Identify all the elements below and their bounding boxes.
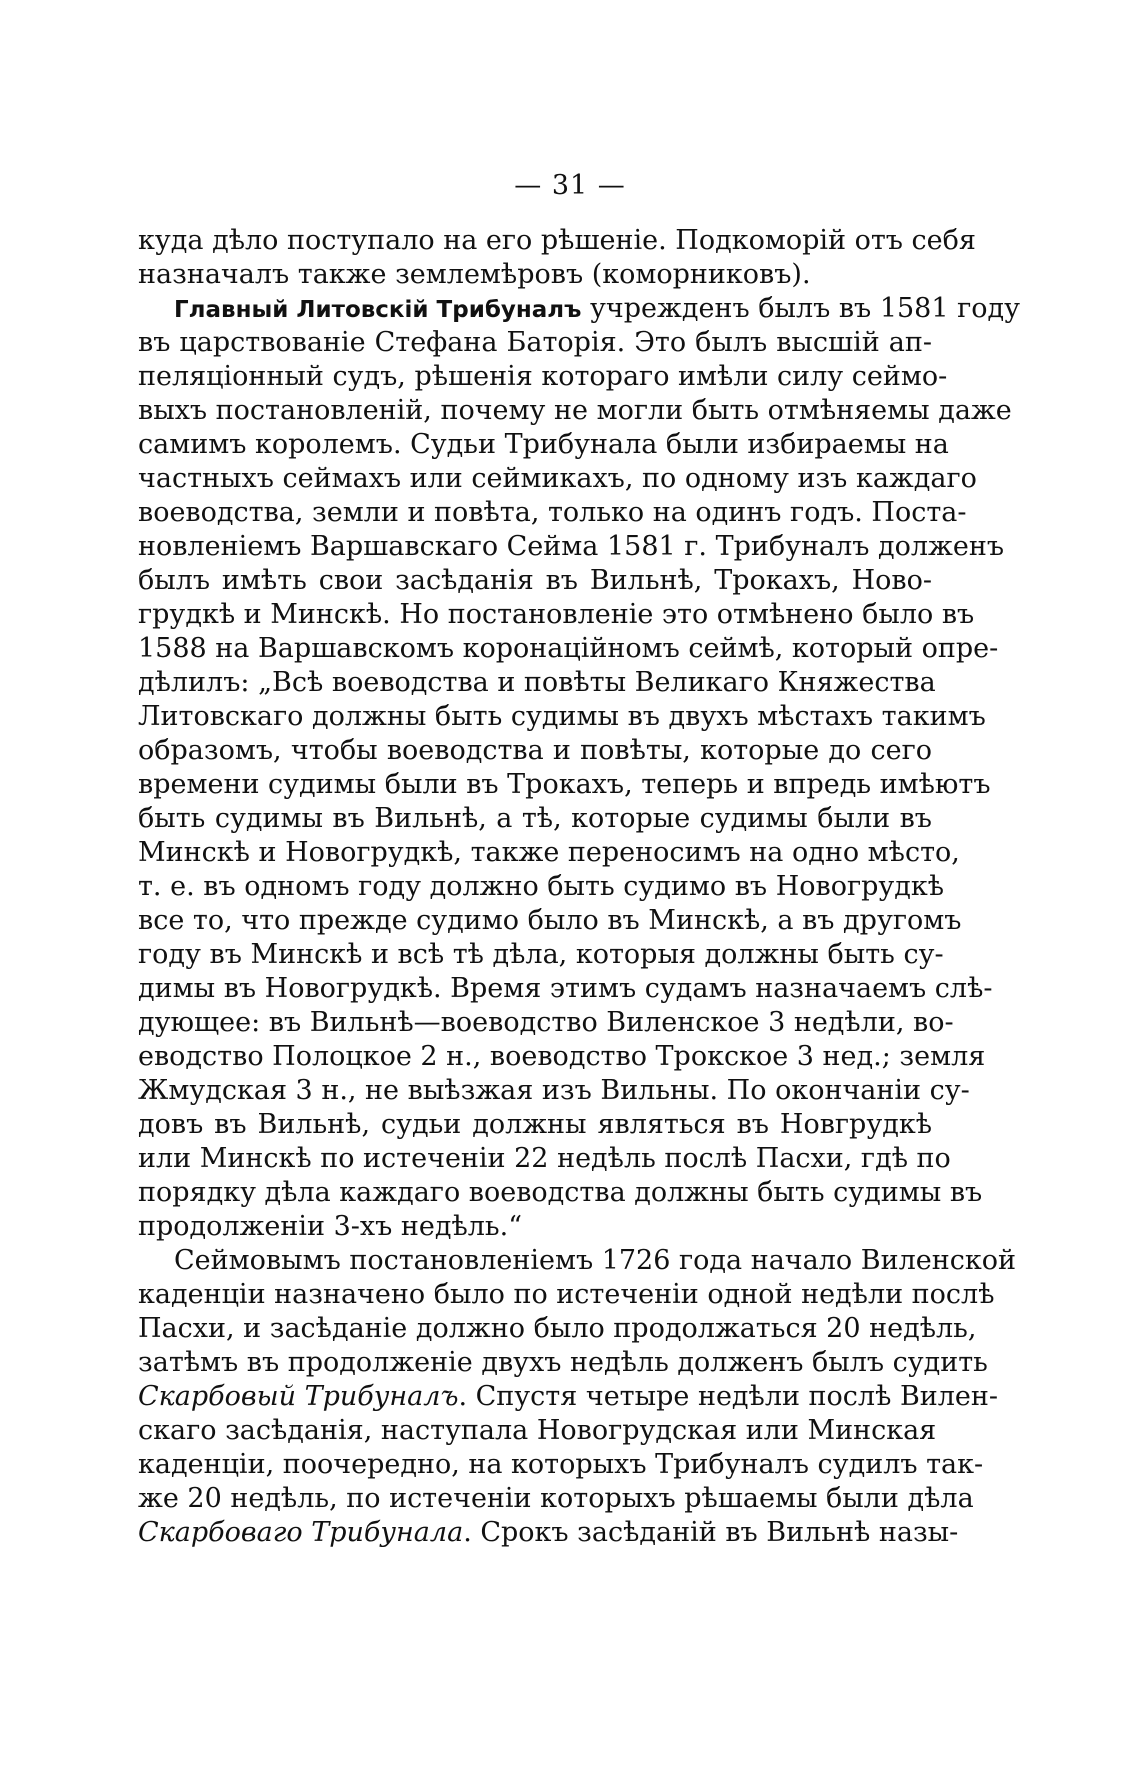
italic-term: Скарбовый Трибуналъ: [138, 1381, 459, 1412]
text-line: въ царствованіе Стефана Баторія. Это былъ высшій ап-: [138, 327, 932, 358]
text-line: скаго засѣданія, наступала Новогрудская или Минская: [138, 1415, 937, 1446]
text-line: [138, 1516, 959, 1550]
text-span: . Срокъ засѣданій въ Вильнѣ назы-: [463, 1517, 959, 1548]
text-line: или Минскѣ по истеченіи 22 недѣль послѣ Пасхи, гдѣ по: [138, 1143, 951, 1174]
text-line: выхъ постановленій, почему не могли быть отмѣняемы даже: [138, 395, 1012, 426]
text-line: продолженіи 3-хъ недѣль.“: [138, 1211, 522, 1242]
italic-term: Скарбоваго Трибунала: [138, 1517, 464, 1548]
text-line: образомъ, чтобы воеводства и повѣты, которые до сего: [138, 735, 932, 766]
text-line: дующее: въ Вильнѣ—воеводство Виленское 3 недѣли, во-: [138, 1007, 954, 1038]
text-line: 1588 на Варшавскомъ коронаційномъ сеймѣ, который опре-: [138, 633, 999, 664]
text-line: порядку дѣла каждаго воеводства должны быть судимы въ: [138, 1177, 983, 1208]
text-line: [138, 292, 1021, 326]
page-number: — 31 —: [514, 170, 626, 201]
text-line: куда дѣло поступало на его рѣшеніе. Подкоморій отъ себя: [138, 225, 976, 256]
text-line: т. е. въ одномъ году должно быть судимо въ Новогрудкѣ: [138, 871, 945, 902]
text-line: быть судимы въ Вильнѣ, а тѣ, которые судимы были въ: [138, 803, 932, 834]
text-span: . Спустя четыре недѣли послѣ Вилен-: [458, 1381, 999, 1412]
text-line: самимъ королемъ. Судьи Трибунала были избираемы на: [138, 429, 949, 460]
text-line: Литовскаго должны быть судимы въ двухъ мѣстахъ такимъ: [138, 701, 986, 732]
text-span: учрежденъ былъ въ 1581 году: [581, 293, 1021, 324]
text-line: каденціи, поочередно, на которыхъ Трибуналъ судилъ так-: [138, 1449, 984, 1480]
text-line: все то, что прежде судимо было въ Минскѣ, а въ другомъ: [138, 905, 962, 936]
section-heading: Главный Литовскій Трибуналъ: [174, 297, 582, 323]
text-line: дѣлилъ: „Всѣ воеводства и повѣты Великаго Княжества: [138, 667, 936, 698]
text-line: частныхъ сеймахъ или сеймикахъ, по одному изъ каждаго: [138, 463, 977, 494]
text-line: времени судимы были въ Трокахъ, теперь и впредь имѣютъ: [138, 769, 991, 800]
text-line: Жмудская 3 н., не выѣзжая изъ Вильны. По окончаніи су-: [138, 1075, 970, 1106]
text-line: затѣмъ въ продолженіе двухъ недѣль долженъ былъ судить: [138, 1347, 988, 1378]
text-line: Минскѣ и Новогрудкѣ, также переносимъ на одно мѣсто,: [138, 837, 960, 868]
text-line: былъ имѣть свои засѣданія въ Вильнѣ, Трокахъ, Ново-: [138, 565, 932, 596]
text-line: Пасхи, и засѣданіе должно было продолжаться 20 недѣль,: [138, 1313, 977, 1344]
text-line: грудкѣ и Минскѣ. Но постановленіе это отмѣнено было въ: [138, 599, 975, 630]
text-line: же 20 недѣль, по истеченіи которыхъ рѣшаемы были дѣла: [138, 1483, 974, 1514]
text-line: назначалъ также землемѣровъ (коморниковъ).: [138, 259, 811, 290]
text-line: еводство Полоцкое 2 н., воеводство Трокское 3 нед.; земля: [138, 1041, 986, 1072]
text-line: новленіемъ Варшавскаго Сейма 1581 г. Трибуналъ долженъ: [138, 531, 1005, 562]
text-line: [138, 1380, 999, 1414]
text-line: довъ въ Вильнѣ, судьи должны являться въ Новгрудкѣ: [138, 1109, 932, 1140]
text-line: каденціи назначено было по истеченіи одной недѣли послѣ: [138, 1279, 995, 1310]
text-line: димы въ Новогрудкѣ. Время этимъ судамъ назначаемъ слѣ-: [138, 973, 993, 1004]
text-line: Сеймовымъ постановленіемъ 1726 года начало Виленской: [174, 1245, 1016, 1276]
text-line: году въ Минскѣ и всѣ тѣ дѣла, которыя должны быть су-: [138, 939, 944, 970]
text-body: [138, 224, 1021, 1550]
text-line: пеляціонный судъ, рѣшенія котораго имѣли силу сеймо-: [138, 361, 948, 392]
text-line: воеводства, земли и повѣта, только на одинъ годъ. Поста-: [138, 497, 967, 528]
